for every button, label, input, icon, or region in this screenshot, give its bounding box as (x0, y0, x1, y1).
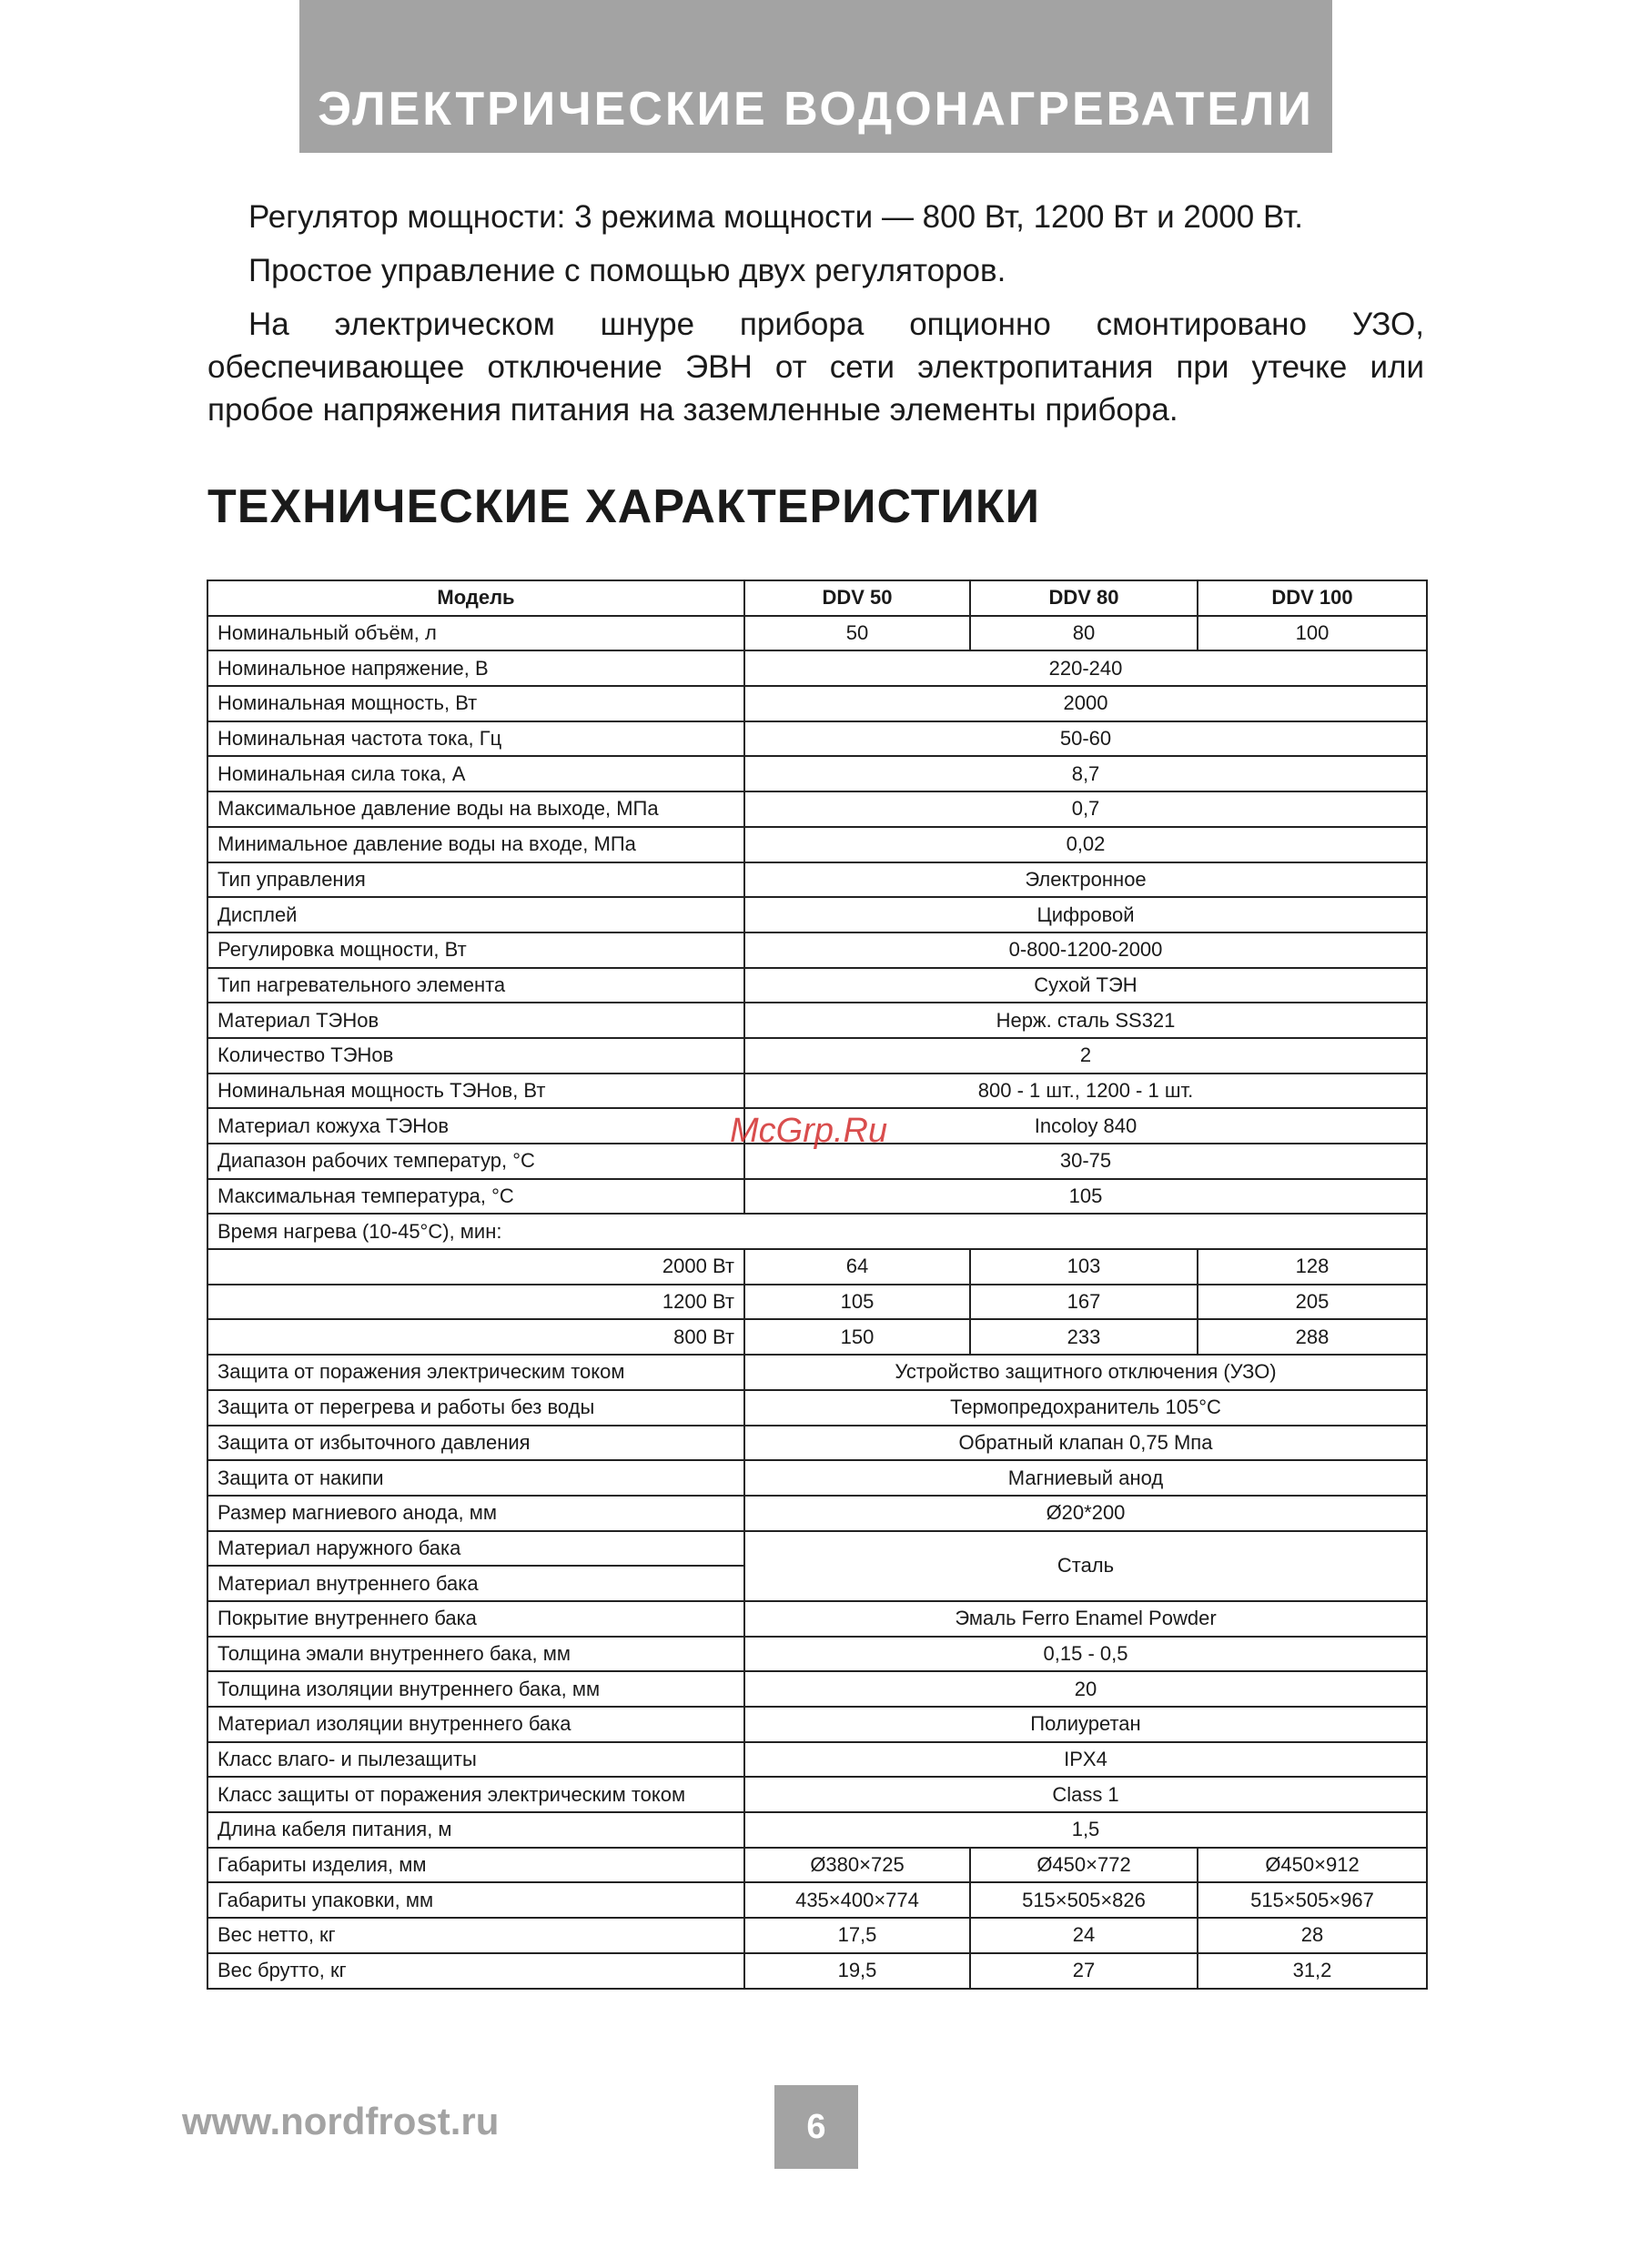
row-value: IPX4 (744, 1742, 1427, 1778)
row-label: Диапазон рабочих температур, °С (207, 1144, 744, 1179)
row-value: Сталь (744, 1531, 1427, 1601)
row-value: Нерж. сталь SS321 (744, 1003, 1427, 1038)
row-label: 2000 Вт (207, 1249, 744, 1285)
row-value: Ø380×725 (744, 1848, 970, 1883)
row-value: Электронное (744, 862, 1427, 898)
row-label: Номинальная частота тока, Гц (207, 721, 744, 757)
row-value: 100 (1198, 616, 1427, 651)
row-value: 17,5 (744, 1918, 970, 1953)
row-label: Габариты упаковки, мм (207, 1882, 744, 1918)
row-value: Магниевый анод (744, 1460, 1427, 1496)
table-row (207, 1460, 1427, 1496)
table-row (207, 862, 1427, 898)
table-row (207, 827, 1427, 862)
row-label: Защита от поражения электрическим током (207, 1355, 744, 1390)
row-value: 1,5 (744, 1812, 1427, 1848)
row-label: Тип управления (207, 862, 744, 898)
row-label: Габариты изделия, мм (207, 1848, 744, 1883)
header-cell-ddv50: DDV 50 (744, 580, 970, 616)
specs-table-body (207, 616, 1427, 1989)
table-row (207, 1531, 1427, 1567)
row-value: 105 (744, 1179, 1427, 1215)
row-label: Защита от перегрева и работы без воды (207, 1390, 744, 1426)
row-label: Размер магниевого анода, мм (207, 1496, 744, 1531)
row-value: 8,7 (744, 756, 1427, 791)
row-value: 2 (744, 1038, 1427, 1074)
table-row (207, 1496, 1427, 1531)
table-row (207, 932, 1427, 968)
row-value: Ø20*200 (744, 1496, 1427, 1531)
row-label: Максимальное давление воды на выходе, МПа (207, 791, 744, 827)
row-value: 24 (970, 1918, 1198, 1953)
table-row (207, 616, 1427, 651)
row-value: 20 (744, 1671, 1427, 1707)
row-value: Устройство защитного отключения (УЗО) (744, 1355, 1427, 1390)
row-value: Обратный клапан 0,75 Мпа (744, 1426, 1427, 1461)
table-row (207, 1249, 1427, 1285)
row-label: Вес нетто, кг (207, 1918, 744, 1953)
row-value: 205 (1198, 1285, 1427, 1320)
intro-paragraph-3: На электрическом шнуре прибора опционно смонтировано УЗО, обеспечивающее отключение ЭВН от сети электропитания при утечке или пробое напряжения питания на заземленные элементы прибора. (207, 307, 1424, 428)
row-label: Номинальная сила тока, А (207, 756, 744, 791)
table-row (207, 756, 1427, 791)
row-value: 233 (970, 1319, 1198, 1355)
table-row (207, 1671, 1427, 1707)
row-label: Защита от накипи (207, 1460, 744, 1496)
page-number: 6 (774, 2085, 858, 2169)
row-label: Регулировка мощности, Вт (207, 932, 744, 968)
row-label: Номинальная мощность, Вт (207, 686, 744, 721)
row-value: 50 (744, 616, 970, 651)
row-label: Толщина эмали внутреннего бака, мм (207, 1637, 744, 1672)
row-value: 128 (1198, 1249, 1427, 1285)
row-value: 515×505×826 (970, 1882, 1198, 1918)
table-row (207, 1882, 1427, 1918)
table-row (207, 1848, 1427, 1883)
row-value: 27 (970, 1953, 1198, 1989)
section-title: ТЕХНИЧЕСКИЕ ХАРАКТЕРИСТИКИ (207, 480, 1041, 533)
table-row (207, 1390, 1427, 1426)
row-value: 150 (744, 1319, 970, 1355)
row-label: Вес брутто, кг (207, 1953, 744, 1989)
table-row (207, 1355, 1427, 1390)
row-value: Incoloy 840 (744, 1108, 1427, 1144)
header-cell-ddv80: DDV 80 (970, 580, 1198, 616)
row-label: Количество ТЭНов (207, 1038, 744, 1074)
table-row (207, 897, 1427, 932)
row-value: 105 (744, 1285, 970, 1320)
row-label: Тип нагревательного элемента (207, 968, 744, 1003)
row-value: 19,5 (744, 1953, 970, 1989)
row-value: 31,2 (1198, 1953, 1427, 1989)
table-row (207, 1285, 1427, 1320)
row-value: Ø450×912 (1198, 1848, 1427, 1883)
intro-text (207, 196, 1424, 442)
row-label: Покрытие внутреннего бака (207, 1601, 744, 1637)
table-row (207, 968, 1427, 1003)
row-value: 2000 (744, 686, 1427, 721)
row-label: 800 Вт (207, 1319, 744, 1355)
row-label: Материал внутреннего бака (207, 1566, 744, 1601)
row-value: 50-60 (744, 721, 1427, 757)
row-value: Цифровой (744, 897, 1427, 932)
row-value: Эмаль Ferro Enamel Powder (744, 1601, 1427, 1637)
row-label: Толщина изоляции внутреннего бака, мм (207, 1671, 744, 1707)
row-value: 220-240 (744, 650, 1427, 686)
row-label: Минимальное давление воды на входе, МПа (207, 827, 744, 862)
row-label: Защита от избыточного давления (207, 1426, 744, 1461)
row-value: 28 (1198, 1918, 1427, 1953)
row-value: 0,7 (744, 791, 1427, 827)
row-label: 1200 Вт (207, 1285, 744, 1320)
row-label: Материал ТЭНов (207, 1003, 744, 1038)
table-row (207, 1426, 1427, 1461)
row-label: Номинальный объём, л (207, 616, 744, 651)
row-value: 80 (970, 616, 1198, 651)
row-value: Полиуретан (744, 1707, 1427, 1742)
table-header-row (207, 580, 1427, 616)
footer-url: www.nordfrost.ru (182, 2100, 500, 2142)
row-label: Номинальная мощность ТЭНов, Вт (207, 1074, 744, 1109)
intro-paragraph-1: Регулятор мощности: 3 режима мощности — 800 Вт, 1200 Вт и 2000 Вт. (248, 199, 1304, 235)
specs-table (207, 580, 1428, 1990)
row-label: Номинальное напряжение, В (207, 650, 744, 686)
table-row (207, 1319, 1427, 1355)
row-value: 515×505×967 (1198, 1882, 1427, 1918)
row-value: 64 (744, 1249, 970, 1285)
row-label: Материал кожуха ТЭНов (207, 1108, 744, 1144)
row-label: Время нагрева (10-45°С), мин: (207, 1214, 1427, 1249)
row-label: Материал наружного бака (207, 1531, 744, 1567)
row-label: Максимальная температура, °С (207, 1179, 744, 1215)
row-value: 167 (970, 1285, 1198, 1320)
row-value: 0-800-1200-2000 (744, 932, 1427, 968)
row-value: 30-75 (744, 1144, 1427, 1179)
table-row (207, 791, 1427, 827)
table-row (207, 1003, 1427, 1038)
row-value: 103 (970, 1249, 1198, 1285)
row-value: 288 (1198, 1319, 1427, 1355)
row-label: Материал изоляции внутреннего бака (207, 1707, 744, 1742)
table-row (207, 1179, 1427, 1215)
table-row (207, 1953, 1427, 1989)
header-band (299, 0, 1332, 153)
row-label: Длина кабеля питания, м (207, 1812, 744, 1848)
row-value: 435×400×774 (744, 1882, 970, 1918)
header-title: ЭЛЕКТРИЧЕСКИЕ ВОДОНАГРЕВАТЕЛИ (318, 83, 1314, 136)
row-label: Класс влаго- и пылезащиты (207, 1742, 744, 1778)
table-row (207, 1601, 1427, 1637)
intro-paragraph-2: Простое управление с помощью двух регуляторов. (248, 253, 1006, 288)
row-label: Класс защиты от поражения электрическим током (207, 1777, 744, 1812)
table-row (207, 721, 1427, 757)
row-value: Class 1 (744, 1777, 1427, 1812)
table-row (207, 650, 1427, 686)
row-value: Сухой ТЭН (744, 968, 1427, 1003)
table-row (207, 1214, 1427, 1249)
table-row (207, 686, 1427, 721)
table-row (207, 1038, 1427, 1074)
header-cell-ddv100: DDV 100 (1198, 580, 1427, 616)
row-value: 0,02 (744, 827, 1427, 862)
table-row (207, 1707, 1427, 1742)
table-row (207, 1777, 1427, 1812)
table-row (207, 1637, 1427, 1672)
row-label: Дисплей (207, 897, 744, 932)
table-row (207, 1074, 1427, 1109)
row-value: Термопредохранитель 105°С (744, 1390, 1427, 1426)
header-cell-model: Модель (207, 580, 744, 616)
row-value: 0,15 - 0,5 (744, 1637, 1427, 1672)
row-value: Ø450×772 (970, 1848, 1198, 1883)
row-value: 800 - 1 шт., 1200 - 1 шт. (744, 1074, 1427, 1109)
watermark: McGrp.Ru (730, 1112, 888, 1150)
table-row (207, 1918, 1427, 1953)
table-row (207, 1742, 1427, 1778)
table-row (207, 1812, 1427, 1848)
